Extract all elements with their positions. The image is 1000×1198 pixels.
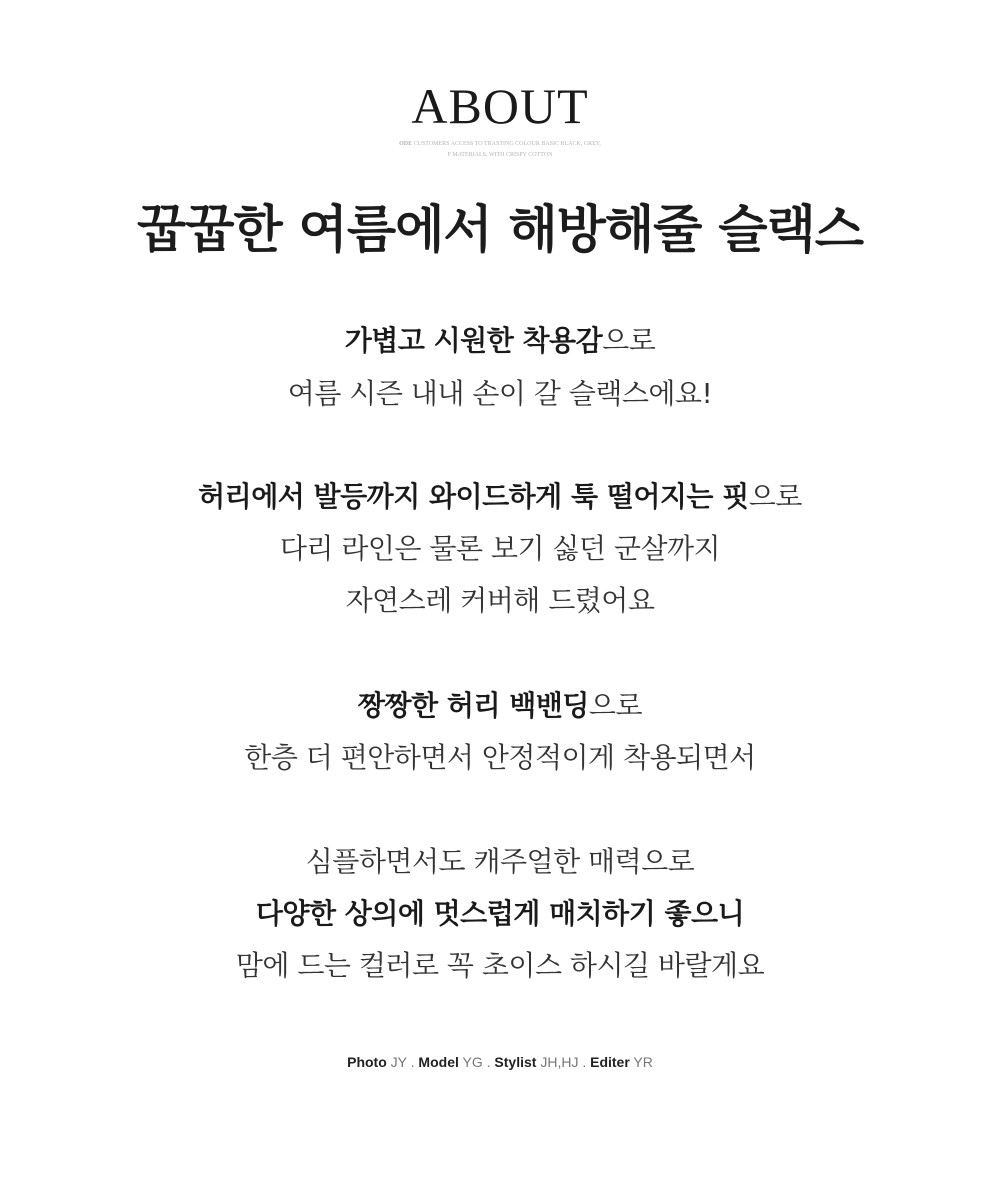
paragraph-2-line-3: 자연스레 커버해 드렸어요 (345, 584, 655, 617)
paragraph-4-line-1: 심플하면서도 캐주얼한 매력으로 (305, 845, 695, 878)
about-title: ABOUT (411, 78, 589, 134)
credit-photo-value: JY . (386, 1054, 419, 1070)
paragraph-3-suffix: 으로 (588, 689, 642, 722)
paragraph-2-highlight: 허리에서 발등까지 와이드하게 툭 떨어지는 핏 (198, 480, 749, 513)
credit-editer-label: Editer (590, 1054, 630, 1070)
credit-stylist-label: Stylist (494, 1054, 537, 1070)
paragraph-2-suffix: 으로 (748, 480, 802, 513)
paragraph-2-line-2: 다리 라인은 물론 보기 싫던 군살까지 (279, 532, 721, 565)
paragraph-3-line-1 (0, 686, 1000, 726)
credit-model-label: Model (418, 1054, 459, 1070)
credit-editer-value: YR (629, 1054, 653, 1070)
paragraph-1-suffix: 으로 (602, 324, 656, 357)
paragraph-3-line-2: 한층 더 편안하면서 안정적이게 착용되면서 (244, 741, 756, 774)
paragraph-2-line-1 (0, 477, 1000, 517)
paragraph-4-line-2 (0, 894, 1000, 934)
credit-photo-label: Photo (347, 1054, 387, 1070)
credit-model-value: YG . (458, 1054, 495, 1070)
about-subtitle-text: CUSTOMERS ACCESS TO TRASTING COLOUR BASIC BLACK, GREY, (412, 141, 601, 147)
about-subtitle-brand: ODE (399, 141, 413, 147)
about-subtitle-line-2: F MATERIALS, WITH CRISPY COTTON (447, 152, 553, 158)
credits-line (0, 1052, 1000, 1072)
paragraph-1-line-1 (0, 321, 1000, 361)
paragraph-4-line-3: 맘에 드는 컬러로 꼭 초이스 하시길 바랄게요 (235, 949, 765, 982)
paragraph-1-line-2: 여름 시즌 내내 손이 갈 슬랙스에요! (287, 377, 713, 410)
paragraph-1-highlight: 가볍고 시원한 착용감 (344, 324, 603, 357)
paragraph-4-highlight: 다양한 상의에 멋스럽게 매치하기 좋으니 (255, 897, 745, 930)
about-subtitle-line-1 (0, 140, 1000, 148)
product-headline: 꿉꿉한 여름에서 해방해줄 슬랙스 (137, 201, 863, 260)
credit-stylist-value: JH,HJ . (536, 1054, 591, 1070)
paragraph-3-highlight: 짱짱한 허리 백밴딩 (358, 689, 589, 722)
